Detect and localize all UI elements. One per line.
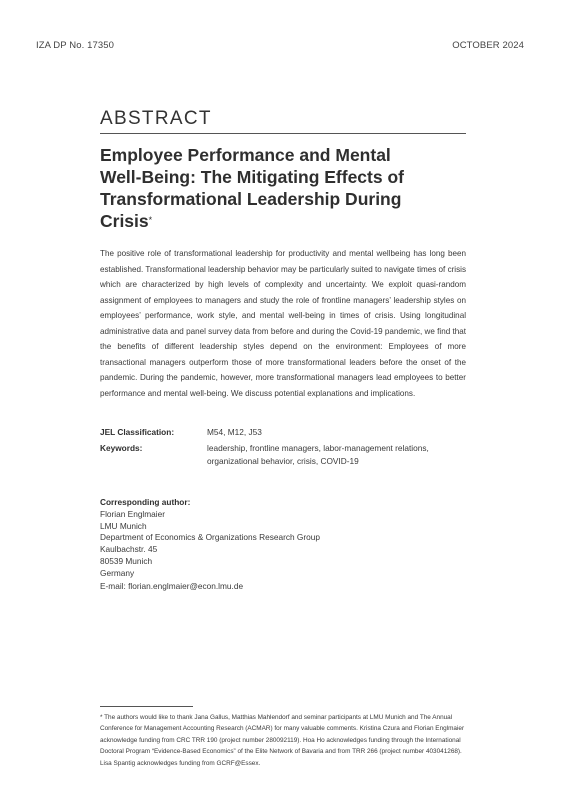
footnote-divider: [100, 706, 193, 707]
author-country: Germany: [100, 567, 135, 578]
author-institution: LMU Munich: [100, 520, 147, 531]
footnote: * The authors would like to thank Jana Gallus, Matthias Mahlendorf and seminar participants at LMU Munich and The Annual Conference for Management Accounting Research (ACMAR) for many valuable comments. Kristina Czura and Florian Englmaier acknowledge funding from CRC TRR 190 (project number 280092119). Hoa Ho acknowledges funding through the International Doctoral Program “Evidence-Based Economics” of the Elite Network of Bavaria and from TRR 266 (project number 403041268). Lisa Spantig acknowledges funding from GCRF@Essex.: [100, 714, 465, 767]
keywords-label: Keywords:: [100, 443, 143, 453]
publication-date: OCTOBER 2024: [452, 40, 524, 51]
section-heading: ABSTRACT: [100, 108, 212, 129]
jel-value: M54, M12, J53: [207, 427, 262, 437]
paper-title-text: Employee Performance and Mental Well-Being: The Mitigating Effects of Transformational Leadership During Crisis: [100, 145, 404, 231]
paper-title: [100, 144, 430, 232]
author-city: 80539 Munich: [100, 555, 153, 566]
section-divider: [100, 133, 466, 134]
author-street: Kaulbachstr. 45: [100, 544, 158, 555]
corresponding-author-heading: Corresponding author:: [100, 497, 191, 507]
corresponding-author: [100, 497, 320, 580]
title-footnote-marker: *: [148, 215, 153, 225]
abstract-body: The positive role of transformational leadership for productivity and mental wellbeing has long been established. Transformational leadership behavior may be particularly suited to navigate times of crisis which are characterized by high levels of complexity and uncertainty. We exploit quasi-random assignment of employees to managers and study the role of frontline managers’ leadership styles on employees’ performance, work style, and mental well-being in times of crisis. Using longitudinal administrative data and panel survey data from before and during the Covid-19 pandemic, we find that the benefits of different leadership styles depend on the environment: Employees of more transactional managers outperform those of more transformational leaders before the onset of the pandemic. During the pandemic, however, more transformational managers lead employees to better performance and mental well-being. We discuss potential explanations and implications.: [100, 249, 466, 398]
author-name: Florian Englmaier: [100, 508, 166, 519]
author-department: Department of Economics & Organizations Research Group: [100, 532, 320, 543]
series-number: IZA DP No. 17350: [36, 40, 114, 51]
author-email: E-mail: florian.englmaier@econ.lmu.de: [100, 581, 244, 591]
keywords-value: leadership, frontline managers, labor-management relations, organizational behavior, crisis, COVID-19: [207, 443, 429, 466]
jel-label: JEL Classification:: [100, 427, 175, 437]
